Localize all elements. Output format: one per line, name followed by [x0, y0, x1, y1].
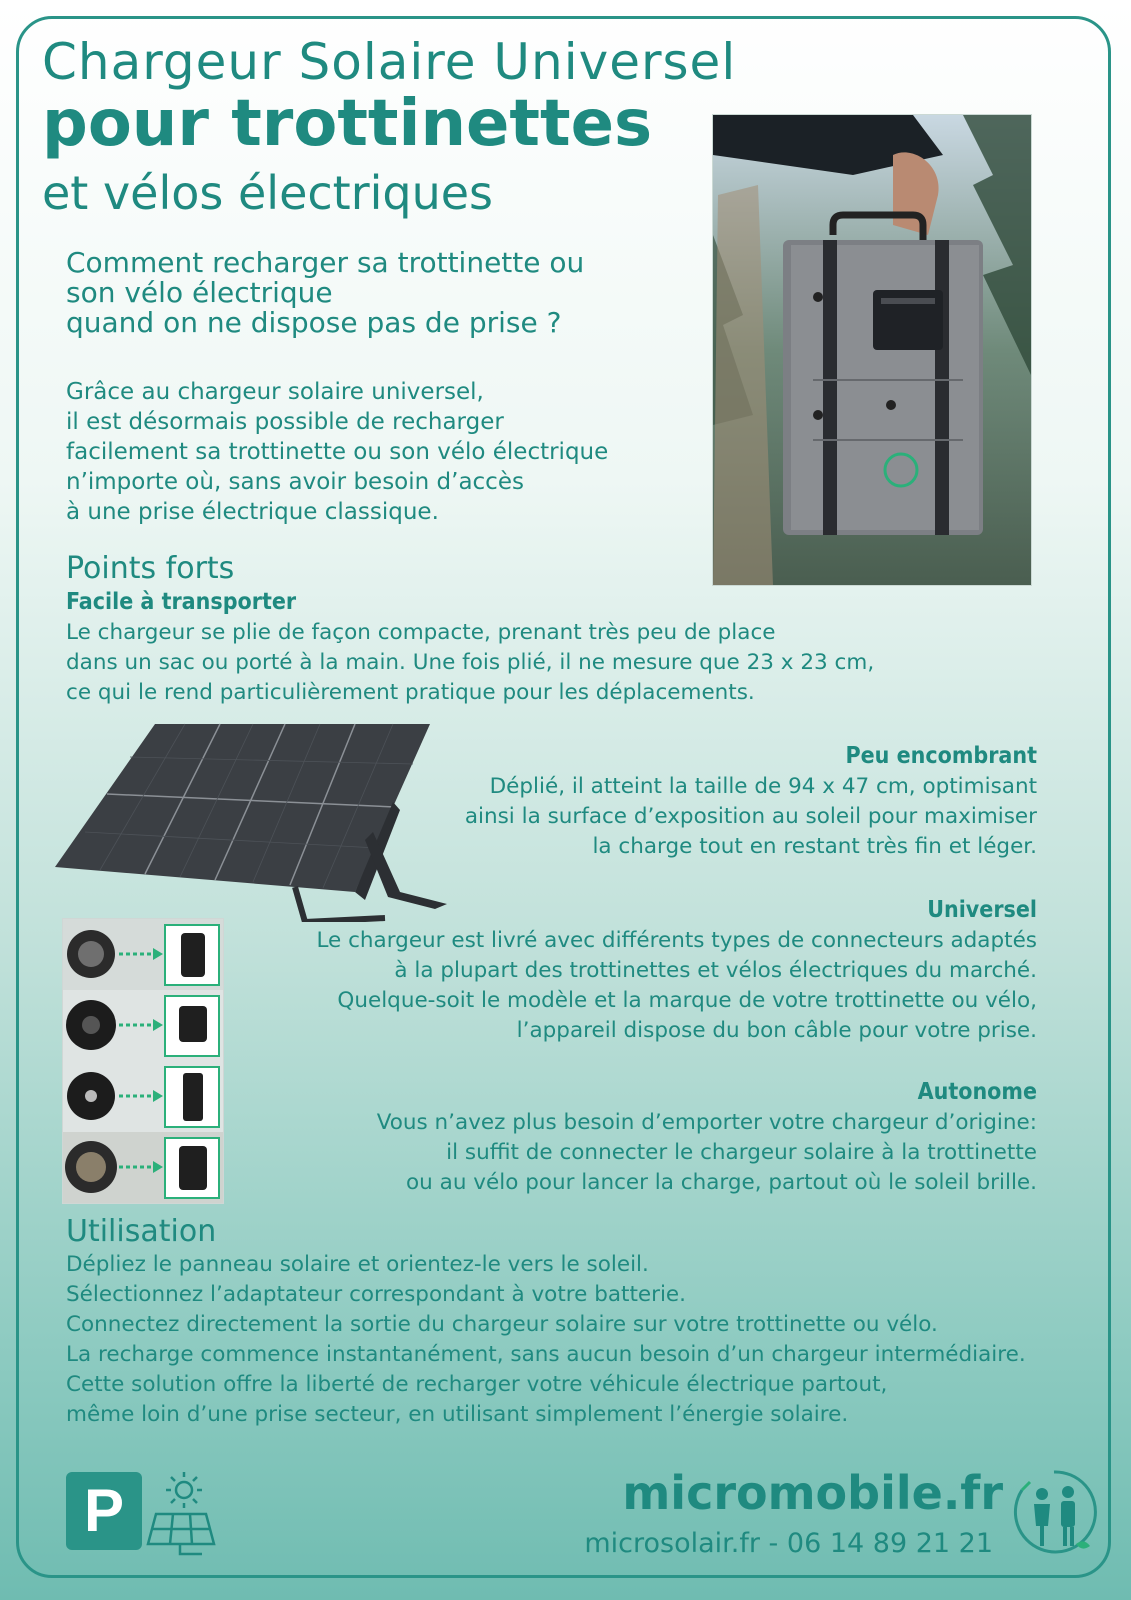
encombrant-line: la charge tout en restant très fin et léger.: [592, 834, 1037, 859]
contact-line: microsolair.fr - 06 14 89 21 21: [584, 1528, 993, 1559]
encombrant-paragraph: [465, 772, 1037, 862]
universel-line: l’appareil dispose du bon câble pour votre prise.: [516, 1018, 1037, 1043]
utilisation-line: même loin d’une prise secteur, en utilisant simplement l’énergie solaire.: [66, 1402, 849, 1427]
universel-title: Universel: [927, 897, 1037, 923]
encombrant-title: Peu encombrant: [845, 743, 1037, 769]
transport-line: dans un sac ou porté à la main. Une fois plié, il ne mesure que 23 x 23 cm,: [66, 650, 875, 675]
intro-line: n’importe où, sans avoir besoin d’accès: [66, 469, 524, 495]
question-line: son vélo électrique: [66, 276, 333, 309]
universel-line: à la plupart des trottinettes et vélos électriques du marché.: [394, 958, 1037, 983]
sun-solar-panel-icon: [142, 1470, 218, 1560]
intro-paragraph: [66, 377, 608, 527]
universel-line: Le chargeur est livré avec différents types de connecteurs adaptés: [316, 928, 1037, 953]
title-line-3: et vélos électriques: [42, 166, 494, 220]
intro-line: facilement sa trottinette ou son vélo électrique: [66, 439, 609, 465]
question-block: [66, 248, 584, 338]
transport-paragraph: [66, 618, 874, 708]
intro-line: il est désormais possible de recharger: [66, 409, 504, 435]
solar-charger-photo: [712, 114, 1032, 586]
utilisation-paragraph: [66, 1250, 1026, 1430]
title-line-2: pour trottinettes: [42, 87, 653, 161]
encombrant-line: Déplié, il atteint la taille de 94 x 47 cm, optimisant: [489, 774, 1037, 799]
title-line-1: Chargeur Solaire Universel: [42, 33, 737, 91]
question-line: quand on ne dispose pas de prise ?: [66, 306, 562, 339]
intro-line: Grâce au chargeur solaire universel,: [66, 379, 484, 405]
question-line: Comment recharger sa trottinette ou: [66, 246, 585, 279]
utilisation-line: Sélectionnez l’adaptateur correspondant à votre batterie.: [66, 1282, 686, 1307]
solar-panel-photo: [55, 722, 455, 922]
transport-title: Facile à transporter: [66, 589, 297, 615]
autonome-title: Autonome: [917, 1079, 1037, 1105]
brand-name: micromobile.fr: [622, 1466, 1003, 1520]
utilisation-line: Dépliez le panneau solaire et orientez-le vers le soleil.: [66, 1252, 649, 1277]
autonome-line: il suffit de connecter le chargeur solaire à la trottinette: [446, 1140, 1037, 1165]
autonome-paragraph: [377, 1108, 1037, 1198]
micromobile-logo-icon: [1010, 1468, 1098, 1558]
encombrant-line: ainsi la surface d’exposition au soleil pour maximiser: [464, 804, 1037, 829]
universel-line: Quelque-soit le modèle et la marque de votre trottinette ou vélo,: [337, 988, 1037, 1013]
connector-adapters-photo: [62, 918, 224, 1204]
utilisation-heading: Utilisation: [66, 1214, 217, 1249]
universel-paragraph: [316, 926, 1037, 1046]
points-forts-heading: Points forts: [66, 551, 235, 586]
utilisation-line: La recharge commence instantanément, sans aucun besoin d’un chargeur intermédiaire.: [66, 1342, 1026, 1367]
transport-line: Le chargeur se plie de façon compacte, prenant très peu de place: [66, 620, 776, 645]
autonome-line: ou au vélo pour lancer la charge, partout où le soleil brille.: [406, 1170, 1037, 1195]
utilisation-line: Cette solution offre la liberté de recharger votre véhicule électrique partout,: [66, 1372, 888, 1397]
transport-line: ce qui le rend particulièrement pratique pour les déplacements.: [66, 680, 755, 705]
utilisation-line: Connectez directement la sortie du chargeur solaire sur votre trottinette ou vélo.: [66, 1312, 938, 1337]
intro-line: à une prise électrique classique.: [66, 499, 439, 525]
parking-icon: P: [66, 1472, 142, 1550]
autonome-line: Vous n’avez plus besoin d’emporter votre chargeur d’origine:: [376, 1110, 1037, 1135]
